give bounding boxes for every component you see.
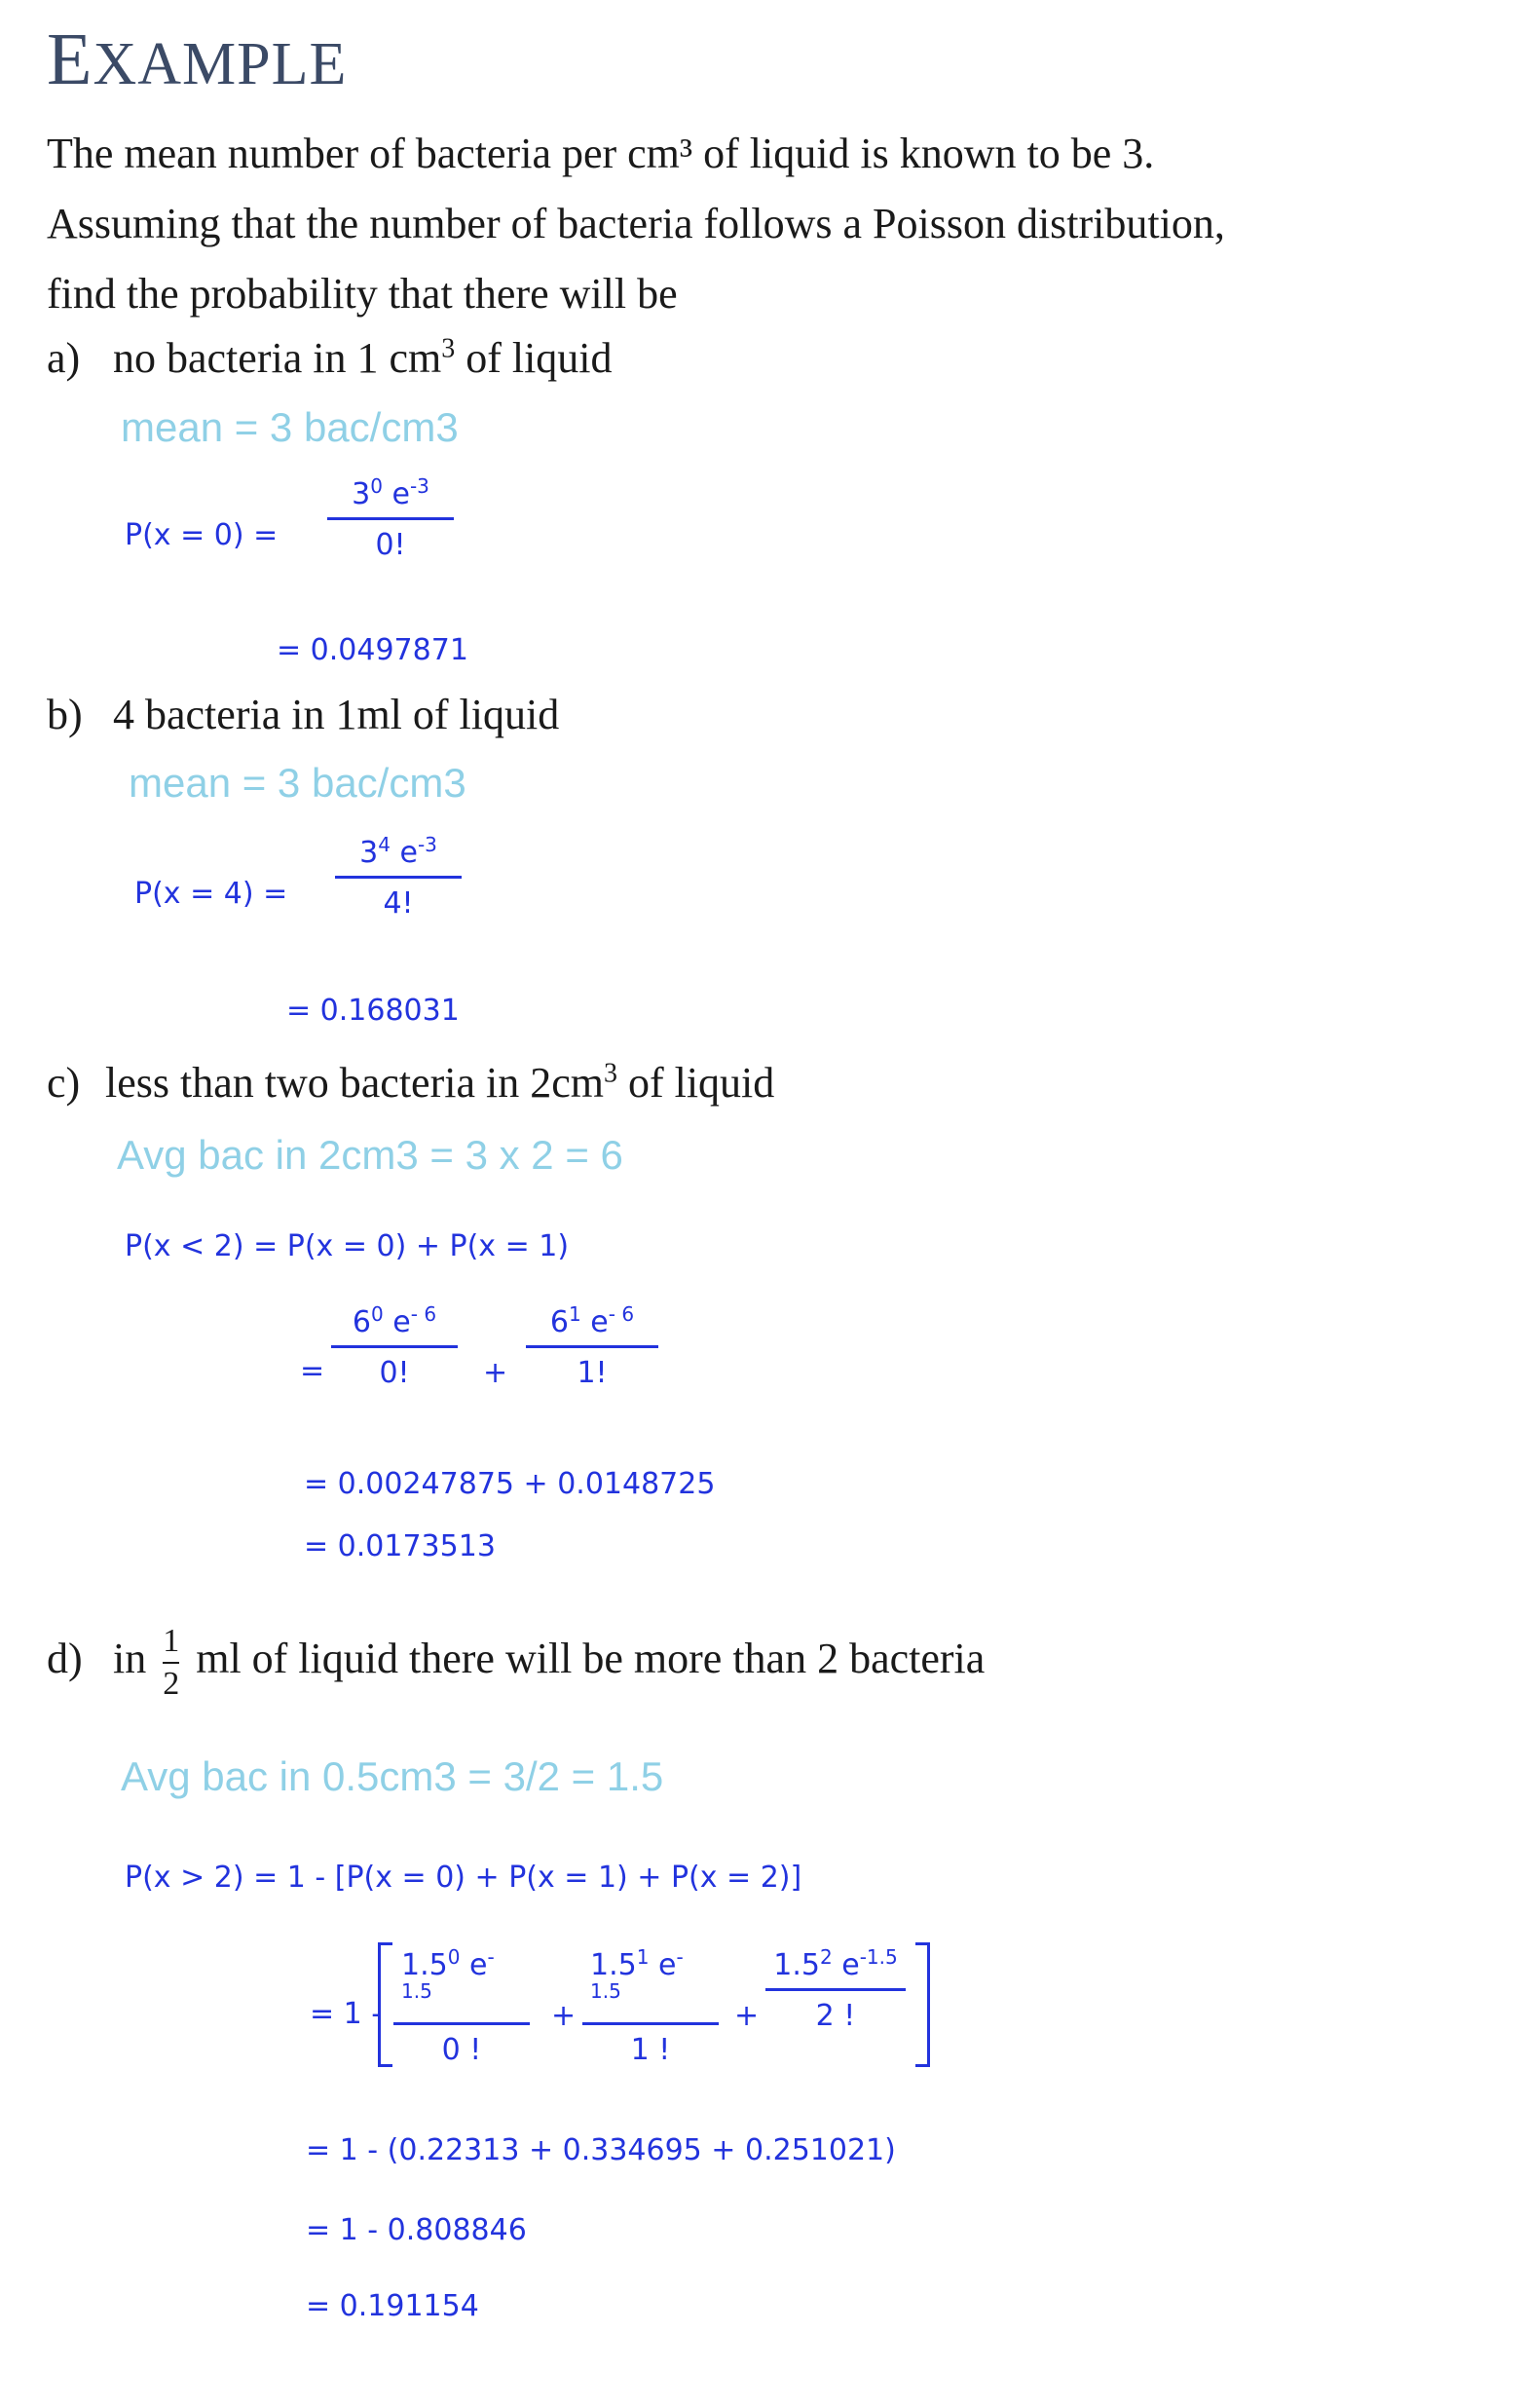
- question-c: c) less than two bacteria in $2cm^3$ of liquid: [47, 1058, 775, 1107]
- poisson-lhs-a: P(x = 0) =: [125, 518, 279, 552]
- poisson-fraction-b: $3^4$ $e^{-3}$ 4!: [335, 836, 462, 921]
- fraction-c-1: $6^0$ $e^{- 6}$ 0!: [331, 1305, 458, 1390]
- left-bracket: [378, 1942, 392, 2067]
- probability-sum-c: P(x < 2) = P(x = 0) + P(x = 1): [125, 1229, 570, 1263]
- intro-line-2: Assuming that the number of bacteria follows a Poisson distribution,: [47, 200, 1225, 247]
- result-c: = 0.0173513: [304, 1529, 496, 1563]
- result-a: = 0.0497871: [277, 633, 468, 667]
- complement-d: P(x > 2) = 1 - [P(x = 0) + P(x = 1) + P(x = 2)]: [125, 1861, 802, 1895]
- equals-c: =: [300, 1354, 325, 1388]
- subtraction-d: = 1 - 0.808846: [306, 2213, 527, 2247]
- plus-d-2: +: [734, 1999, 760, 2033]
- note-c: Avg bac in 2cm3 = 3 x 2 = 6: [117, 1132, 623, 1178]
- intermediate-c: = 0.00247875 + 0.0148725: [304, 1467, 716, 1501]
- page-title: EXAMPLE: [47, 19, 348, 100]
- note-a: mean = 3 bac/cm3: [121, 404, 459, 450]
- right-bracket: [915, 1942, 930, 2067]
- intermediate-d: = 1 - (0.22313 + 0.334695 + 0.251021): [306, 2133, 896, 2167]
- fraction-d-1: $1.5^0$ $e^{-1.5}$ 0 !: [393, 1948, 530, 2067]
- poisson-lhs-b: P(x = 4) =: [134, 877, 288, 911]
- intro-line-3: find the probability that there will be: [47, 270, 678, 318]
- half-fraction: $\frac{1}{2}$: [163, 1623, 180, 1702]
- fraction-d-3: $1.5^2$ $e^{-1.5}$ 2 !: [765, 1948, 906, 2033]
- fraction-d-2: $1.5^1$ $e^{-1.5}$ 1 !: [582, 1948, 719, 2067]
- equals-d: = 1 -: [310, 1997, 383, 2031]
- note-b: mean = 3 bac/cm3: [129, 760, 466, 806]
- plus-c: +: [483, 1356, 508, 1390]
- fraction-c-2: $6^1$ $e^{- 6}$ 1!: [526, 1305, 658, 1390]
- plus-d-1: +: [551, 1999, 577, 2033]
- poisson-fraction-a: $3^0$ $e^{-3}$ 0!: [327, 477, 454, 562]
- intro-line-1: The mean number of bacteria per cm³ of liquid is known to be 3.: [47, 130, 1155, 177]
- question-a: a) no bacteria in 1 $cm^3$ of liquid: [47, 333, 613, 382]
- question-d: d) in $\frac{1}{2}$ ml of liquid there will be more than 2 bacteria: [47, 1623, 986, 1702]
- note-d: Avg bac in 0.5cm3 = 3/2 = 1.5: [121, 1753, 664, 1799]
- result-b: = 0.168031: [286, 994, 460, 1028]
- result-d: = 0.191154: [306, 2289, 479, 2323]
- question-b: b) 4 bacteria in 1ml of liquid: [47, 691, 560, 738]
